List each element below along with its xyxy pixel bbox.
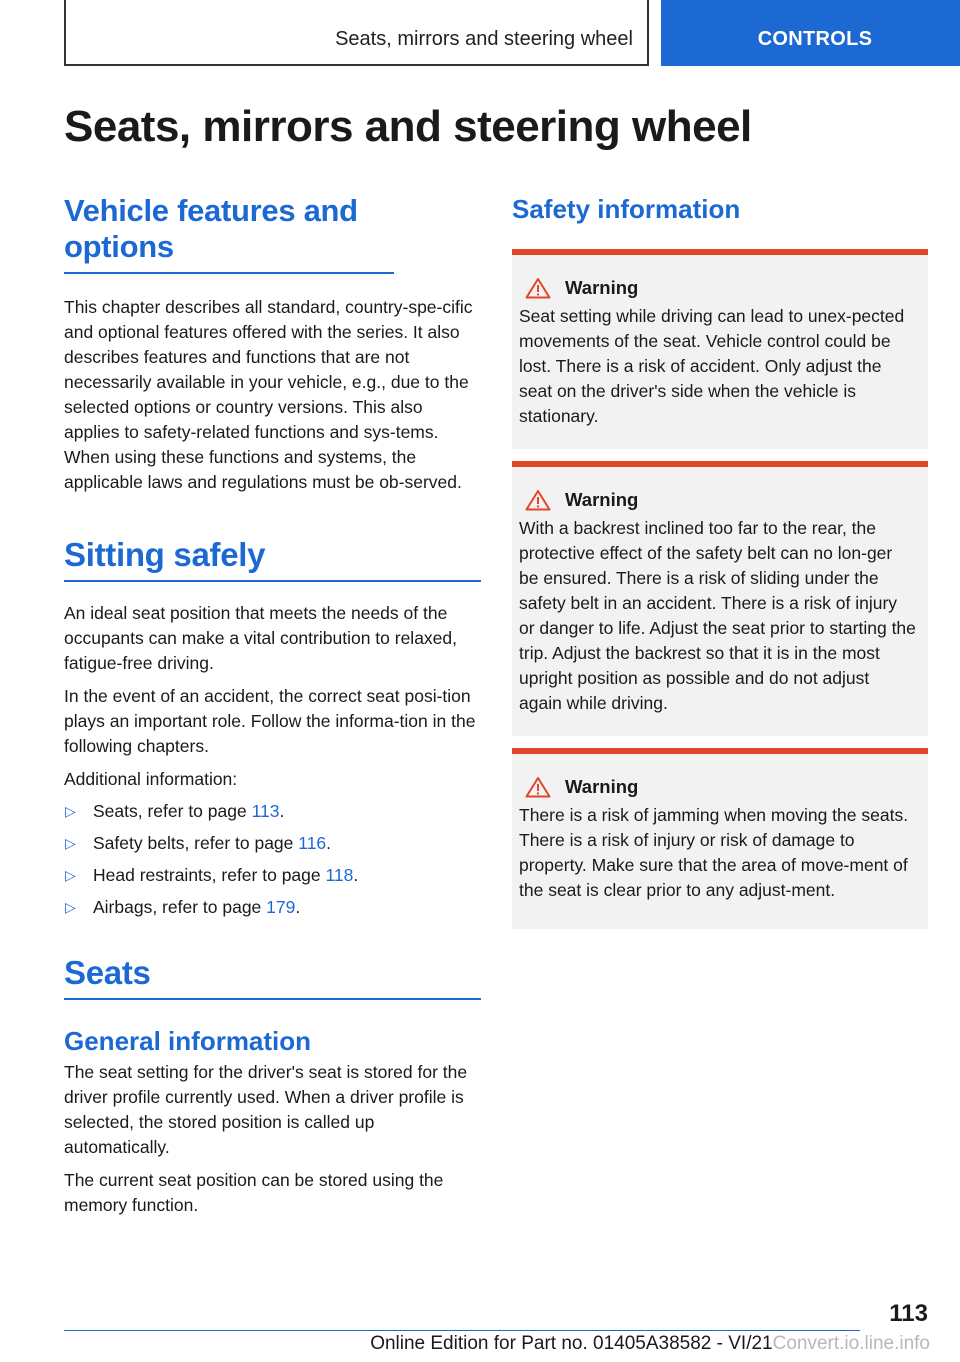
sitting-text-3: Additional information:: [64, 769, 238, 789]
subheading-general-information: General information: [64, 1026, 312, 1056]
page-title: Seats, mirrors and steering wheel: [64, 102, 752, 151]
page-link-head-restraints[interactable]: 118: [325, 865, 354, 885]
seats-text-1: The seat setting for the driver's seat is stored for the driver profile currently used. When a driver profile is selected, the stored position is called up automatically.: [64, 1062, 468, 1157]
header-section-title: Seats, mirrors and steering wheel: [335, 28, 633, 50]
sitting-text-1: An ideal seat position that meets the needs of the occupants can make a vital contribution to relaxed, fatigue-free driving.: [64, 603, 457, 673]
section-heading-seats: Seats: [64, 955, 481, 1000]
ref-end: .: [295, 897, 301, 917]
footer-watermark: Convert.io.line.info: [772, 1333, 930, 1354]
section-heading-sitting-safely: Sitting safely: [64, 537, 481, 582]
footer-divider: [64, 1330, 860, 1331]
page-link-airbags[interactable]: 179: [266, 897, 296, 917]
page-link-seats[interactable]: 113: [251, 801, 280, 821]
triangle-bullet-icon: ▷: [65, 835, 76, 851]
ref-text: Airbags, refer to page: [93, 897, 267, 917]
triangle-bullet-icon: ▷: [65, 867, 76, 883]
warning-header: [519, 277, 916, 299]
header-section-box: [64, 0, 649, 66]
warning-triangle-icon: [525, 277, 551, 299]
warning-triangle-icon: [525, 776, 551, 798]
warning-title: Warning: [565, 776, 639, 797]
triangle-bullet-icon: ▷: [65, 803, 76, 819]
warning-box-1: [512, 249, 928, 449]
list-item: [64, 863, 481, 888]
warning-title: Warning: [565, 277, 639, 298]
warning-text: With a backrest inclined too far to the rear, the protective effect of the safety belt can no lon‐ger be ensured. There is a risk of sliding under the safety belt in an accident. There is a risk of injury or danger to life. Adjust the seat prior to starting the trip. Adjust the backrest so that it is in the most upright position as possible and do not adjust again while driving.: [519, 518, 916, 713]
header-chapter-tab[interactable]: [661, 0, 960, 66]
ref-text: Head restraints, refer to page: [93, 865, 326, 885]
page-number: 113: [889, 1300, 928, 1327]
footer-edition: [370, 1333, 930, 1355]
ref-end: .: [353, 865, 359, 885]
reference-list: [64, 799, 481, 920]
warning-text: There is a risk of jamming when moving the seats. There is a risk of injury or risk of damage to property. Make sure that the area of move‐ment of the seat is clear prior to any adjust‐ment.: [519, 805, 909, 900]
triangle-bullet-icon: ▷: [65, 899, 76, 915]
seats-text-2: The current seat position can be stored using the memory function.: [64, 1170, 444, 1215]
section-heading-safety-information: Safety information: [512, 194, 741, 224]
sitting-text-2: In the event of an accident, the correct seat posi‐tion plays an important role. Follow the informa‐tion in the following chapters.: [64, 686, 476, 756]
left-column: [64, 193, 481, 1218]
list-item: [64, 895, 481, 920]
page-link-safety-belts[interactable]: 116: [298, 833, 327, 853]
ref-text: Safety belts, refer to page: [93, 833, 299, 853]
header-chapter-label: CONTROLS: [757, 28, 873, 50]
ref-end: .: [279, 801, 285, 821]
warning-box-2: [512, 461, 928, 736]
ref-end: .: [326, 833, 332, 853]
list-item: [64, 831, 481, 856]
warning-title: Warning: [565, 489, 639, 510]
section-heading-vehicle-features: Vehicle features and options: [64, 193, 394, 274]
right-column: [512, 193, 928, 929]
footer-edition-text: Online Edition for Part no. 01405A38582 - VI/21: [370, 1333, 773, 1354]
warning-header: [519, 489, 916, 511]
features-text: This chapter describes all standard, country-spe‐cific and optional features offered with the series. It also describes features and functions that are not necessarily available in your vehicle, e.g., due to the selected options or country versions. This also applies to safety-related functions and sys‐tems. When using these functions and systems, the applicable laws and regulations must be ob‐served.: [64, 297, 473, 492]
warning-header: [519, 776, 916, 798]
warning-text: Seat setting while driving can lead to unex‐pected movements of the seat. Vehicle control could be lost. There is a risk of accident. Only adjust the seat on the driver's side when the vehicle is stationary.: [519, 306, 905, 426]
warning-triangle-icon: [525, 489, 551, 511]
warning-box-3: [512, 748, 928, 929]
list-item: [64, 799, 481, 824]
ref-text: Seats, refer to page: [93, 801, 252, 821]
